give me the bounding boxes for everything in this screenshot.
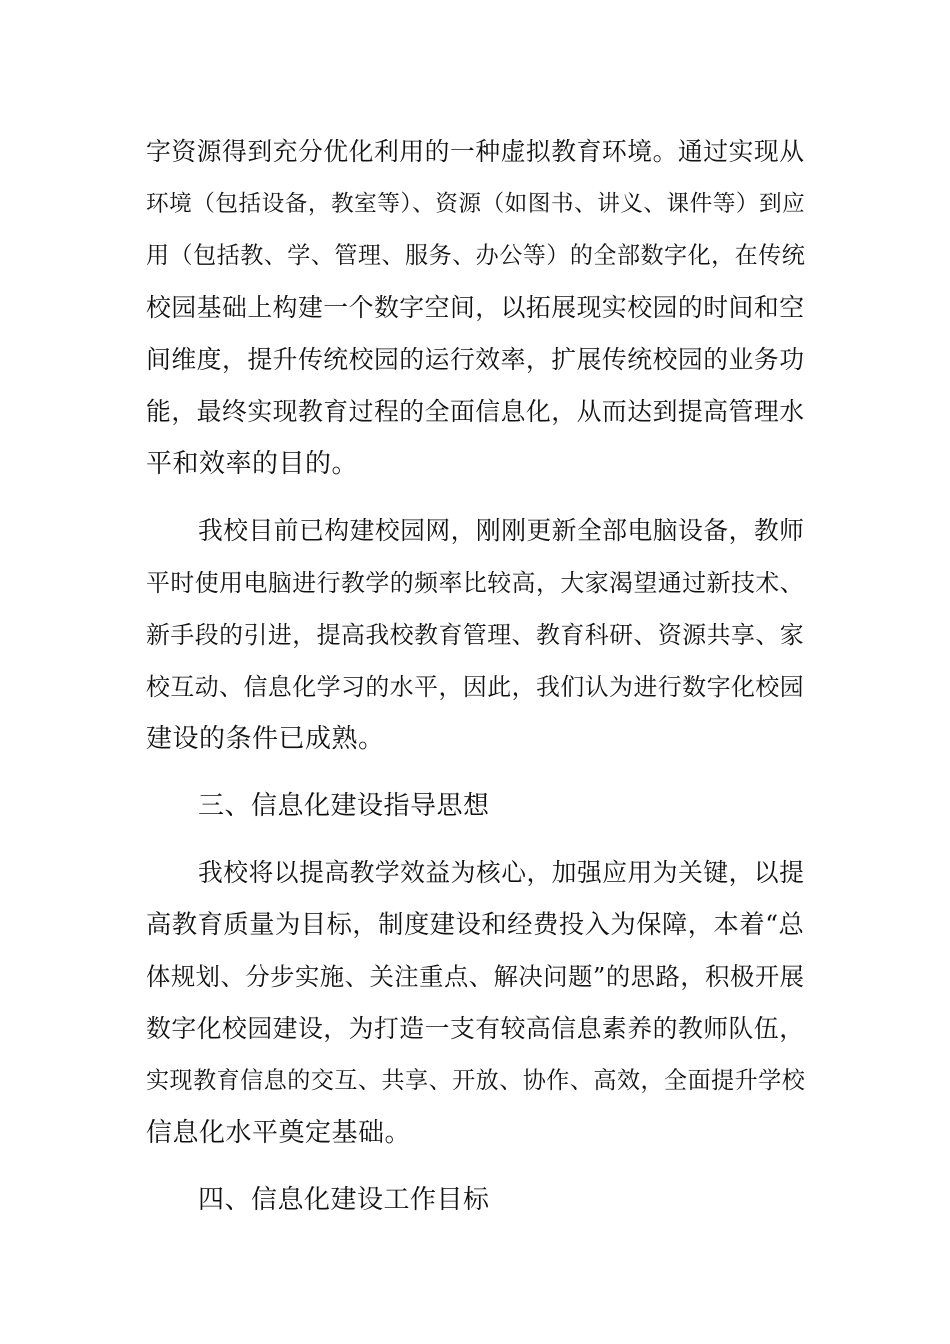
paragraph-3-line-1: 我校将以提高教学效益为核心，加强应用为关键，以提 (198, 858, 805, 887)
paragraph-3-line-2: 高教育质量为目标，制度建设和经费投入为保障，本着“总 (146, 910, 805, 939)
paragraph-3-line-5: 实现教育信息的交互、共享、开放、协作、高效，全面提升学校 (146, 1068, 806, 1094)
section-heading-3: 三、信息化建设指导思想 (198, 791, 490, 821)
paragraph-3-line-6: 信息化水平奠定基础。 (146, 1118, 412, 1148)
paragraph-1-line-3: 用（包括教、学、管理、服务、办公等）的全部数字化，在传统 (146, 243, 806, 269)
paragraph-2-line-1: 我校目前已构建校园网，刚刚更新全部电脑设备，教师 (198, 516, 805, 545)
paragraph-2-line-3: 新手段的引进，提高我校教育管理、教育科研、资源共享、家 (146, 621, 805, 649)
paragraph-1-line-1: 字资源得到充分优化利用的一种虚拟教育环境。通过实现从 (146, 137, 805, 166)
paragraph-3-line-3: 体规划、分步实施、关注重点、解决问题”的思路，积极开展 (146, 962, 805, 991)
paragraph-1-line-6: 能，最终实现教育过程的全面信息化，从而达到提高管理水 (146, 397, 805, 426)
paragraph-2-line-5: 建设的条件已成熟。 (146, 724, 385, 754)
paragraph-1-line-2: 环境（包括设备，教室等）、资源（如图书、讲义、课件等）到应 (146, 191, 806, 217)
paragraph-3-line-4: 数字化校园建设，为打造一支有较高信息素养的教师队伍， (146, 1014, 805, 1043)
paragraph-1-line-4: 校园基础上构建一个数字空间，以拓展现实校园的时间和空 (146, 293, 805, 322)
paragraph-2-line-2: 平时使用电脑进行教学的频率比较高，大家渴望通过新技术、 (146, 569, 805, 597)
paragraph-2-line-4: 校互动、信息化学习的水平，因此，我们认为进行数字化校园 (146, 673, 805, 701)
paragraph-1-line-7: 平和效率的目的。 (146, 449, 359, 479)
paragraph-1-line-5: 间维度，提升传统校园的运行效率，扩展传统校园的业务功 (146, 345, 805, 374)
section-heading-4: 四、信息化建设工作目标 (198, 1185, 490, 1215)
